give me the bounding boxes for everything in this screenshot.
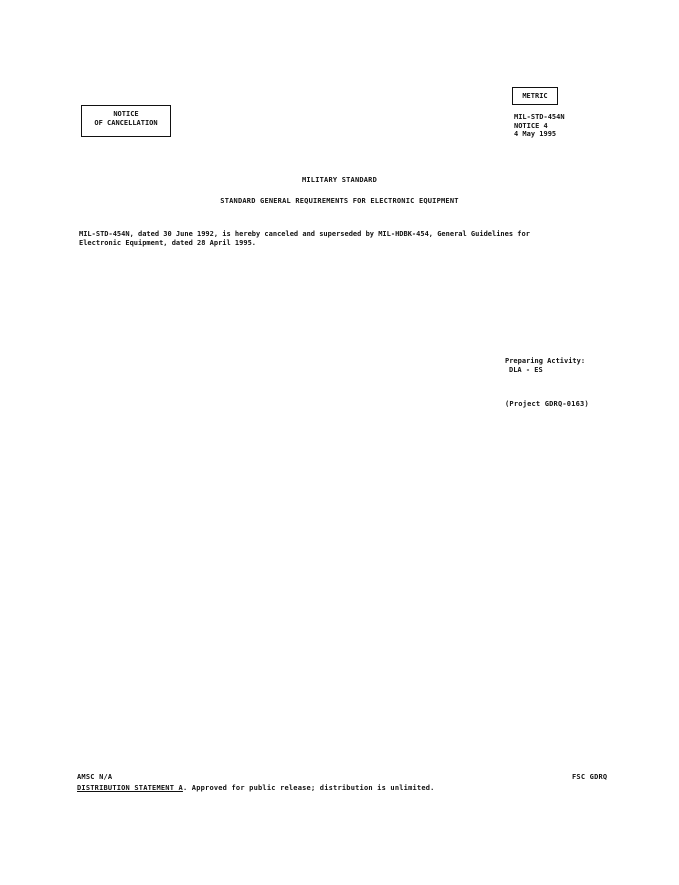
notice-label: NOTICE xyxy=(113,110,139,118)
project-number: (Project GDRQ-0163) xyxy=(505,400,589,408)
preparing-activity-value: DLA - ES xyxy=(509,366,543,374)
distribution-statement xyxy=(77,784,435,793)
of-cancellation-label: OF CANCELLATION xyxy=(94,119,158,127)
amsc-code: AMSC N/A xyxy=(77,773,113,781)
military-standard-heading: MILITARY STANDARD xyxy=(301,176,378,184)
notice-date: 4 May 1995 xyxy=(514,130,557,138)
cancellation-statement xyxy=(79,230,619,248)
standard-title: STANDARD GENERAL REQUIREMENTS FOR ELECTRONIC EQUIPMENT xyxy=(220,197,459,205)
document-identifier xyxy=(514,113,565,139)
metric-box: METRIC xyxy=(512,87,558,105)
notice-of-cancellation-box xyxy=(81,105,171,137)
statement-line-1: MIL-STD-454N, dated 30 June 1992, is hereby canceled and superseded by MIL-HDBK-454, General Guidelines for xyxy=(79,230,530,238)
fsc-code: FSC GDRQ xyxy=(572,773,608,781)
distribution-statement-label: DISTRIBUTION STATEMENT A xyxy=(77,784,183,792)
distribution-statement-text: . Approved for public release; distribution is unlimited. xyxy=(182,784,435,792)
notice-number: NOTICE 4 xyxy=(514,121,548,130)
statement-line-2: Electronic Equipment, dated 28 April 1995. xyxy=(79,239,257,247)
preparing-activity-label: Preparing Activity: xyxy=(505,357,586,365)
preparing-activity xyxy=(505,357,585,375)
document-number: MIL-STD-454N xyxy=(514,113,565,121)
